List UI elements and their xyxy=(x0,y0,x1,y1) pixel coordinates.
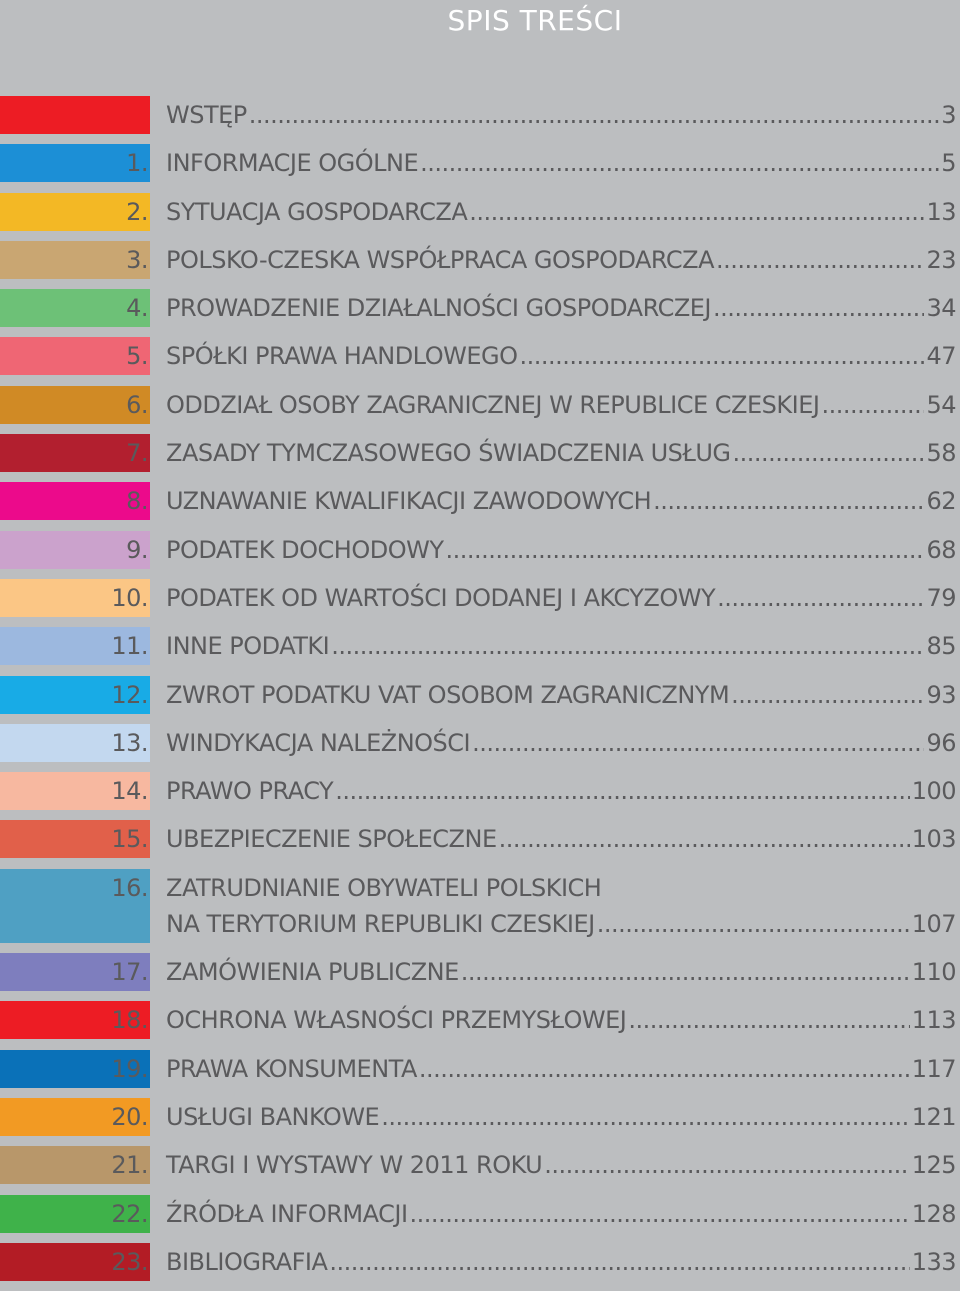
toc-line xyxy=(166,1243,956,1281)
toc-entry[interactable] xyxy=(0,820,960,858)
dot-leader xyxy=(716,241,924,279)
toc-entry[interactable] xyxy=(0,1243,960,1281)
toc-entry[interactable] xyxy=(0,1098,960,1136)
section-title: ZWROT PODATKU VAT OSOBOM ZAGRANICZNYM xyxy=(166,680,730,709)
page-number: 100 xyxy=(911,777,956,806)
section-number: 18. xyxy=(111,1006,148,1035)
section-title: PRAWO PRACY xyxy=(166,777,334,806)
toc-line xyxy=(166,289,956,327)
toc-line xyxy=(166,676,956,714)
section-title: PODATEK DOCHODOWY xyxy=(166,535,444,564)
section-number: 1. xyxy=(126,149,148,178)
toc-entry[interactable] xyxy=(0,772,960,810)
section-title: PODATEK OD WARTOŚCI DODANEJ I AKCYZOWY xyxy=(166,583,716,612)
section-number: 14. xyxy=(111,777,148,806)
toc-line xyxy=(166,386,956,424)
section-number: 15. xyxy=(111,825,148,854)
toc-entry[interactable] xyxy=(0,386,960,424)
page-number: 68 xyxy=(926,535,956,564)
toc-line xyxy=(166,1001,956,1039)
section-number: 23. xyxy=(111,1247,148,1276)
toc-entry[interactable] xyxy=(0,241,960,279)
page-number: 79 xyxy=(926,583,956,612)
section-number: 13. xyxy=(111,728,148,757)
page-number: 47 xyxy=(926,342,956,371)
table-of-contents xyxy=(0,96,960,1291)
toc-entry[interactable] xyxy=(0,676,960,714)
toc-entry[interactable] xyxy=(0,1146,960,1184)
page-number: 54 xyxy=(926,390,956,419)
section-number: 5. xyxy=(126,342,148,371)
dot-leader xyxy=(821,386,924,424)
dot-leader xyxy=(597,905,910,943)
toc-line xyxy=(166,627,956,665)
toc-entry[interactable] xyxy=(0,193,960,231)
toc-line xyxy=(166,1098,956,1136)
toc-line xyxy=(166,337,956,375)
toc-entry[interactable] xyxy=(0,953,960,991)
dot-leader xyxy=(717,579,924,617)
section-number: 12. xyxy=(111,680,148,709)
page-title: SPIS TREŚCI xyxy=(447,4,623,37)
toc-line xyxy=(166,193,956,231)
page-number: 121 xyxy=(911,1102,956,1131)
toc-entry[interactable] xyxy=(0,1050,960,1088)
section-number: 9. xyxy=(126,535,148,564)
toc-line xyxy=(166,724,956,762)
page-number: 128 xyxy=(911,1199,956,1228)
dot-leader xyxy=(331,627,924,665)
section-number: 11. xyxy=(111,632,148,661)
dot-leader xyxy=(381,1098,909,1136)
toc-entry[interactable] xyxy=(0,724,960,762)
section-number: 16. xyxy=(111,873,148,902)
section-title: WSTĘP xyxy=(166,101,247,129)
toc-line xyxy=(166,820,956,858)
section-number: 19. xyxy=(111,1054,148,1083)
dot-leader xyxy=(410,1195,910,1233)
page-number: 113 xyxy=(911,1006,956,1035)
page-number: 125 xyxy=(911,1151,956,1180)
page-number: 110 xyxy=(911,958,956,987)
dot-leader xyxy=(249,96,939,134)
toc-entry[interactable] xyxy=(0,337,960,375)
toc-line xyxy=(166,434,956,472)
section-title: PRAWA KONSUMENTA xyxy=(166,1054,417,1083)
toc-line xyxy=(166,579,956,617)
section-title: ZATRUDNIANIE OBYWATELI POLSKICH xyxy=(166,873,602,902)
toc-line xyxy=(166,772,956,810)
toc-entry[interactable] xyxy=(0,482,960,520)
section-title: ŹRÓDŁA INFORMACJI xyxy=(166,1199,408,1228)
section-number: 17. xyxy=(111,958,148,987)
toc-line xyxy=(166,241,956,279)
section-title: ODDZIAŁ OSOBY ZAGRANICZNEJ W REPUBLICE CZESKIEJ xyxy=(166,390,820,419)
dot-leader xyxy=(733,434,925,472)
section-title: BIBLIOGRAFIA xyxy=(166,1247,328,1276)
section-number: 8. xyxy=(126,487,148,516)
dot-leader xyxy=(472,724,924,762)
page-number: 5 xyxy=(941,149,956,178)
toc-line xyxy=(166,482,956,520)
section-number: 7. xyxy=(126,439,148,468)
dot-leader xyxy=(713,289,924,327)
section-title: PROWADZENIE DZIAŁALNOŚCI GOSPODARCZEJ xyxy=(166,294,712,323)
dot-leader xyxy=(519,337,924,375)
toc-line xyxy=(166,1050,956,1088)
toc-line xyxy=(166,96,956,134)
dot-leader xyxy=(335,772,909,810)
section-number: 6. xyxy=(126,390,148,419)
toc-line xyxy=(166,905,956,943)
dot-leader xyxy=(419,1050,910,1088)
section-number: 10. xyxy=(111,583,148,612)
section-number: 21. xyxy=(111,1151,148,1180)
toc-entry[interactable] xyxy=(0,1195,960,1233)
toc-line xyxy=(166,144,956,182)
toc-line xyxy=(166,1195,956,1233)
toc-entry[interactable] xyxy=(0,869,960,943)
section-title: NA TERYTORIUM REPUBLIKI CZESKIEJ xyxy=(166,909,595,938)
section-number: 4. xyxy=(126,294,148,323)
section-title: TARGI I WYSTAWY W 2011 ROKU xyxy=(166,1151,543,1180)
section-title: SPÓŁKI PRAWA HANDLOWEGO xyxy=(166,342,518,371)
page-number: 13 xyxy=(926,197,956,226)
dot-leader xyxy=(461,953,910,991)
page-number: 23 xyxy=(926,245,956,274)
toc-entry[interactable] xyxy=(0,434,960,472)
section-title: POLSKO-CZESKA WSPÓŁPRACA GOSPODARCZA xyxy=(166,245,715,274)
dot-leader xyxy=(469,193,924,231)
toc-entry[interactable] xyxy=(0,627,960,665)
toc-entry[interactable] xyxy=(0,531,960,569)
dot-leader xyxy=(420,144,939,182)
section-title: UZNAWANIE KWALIFIKACJI ZAWODOWYCH xyxy=(166,487,652,516)
section-title: USŁUGI BANKOWE xyxy=(166,1102,380,1131)
section-title: SYTUACJA GOSPODARCZA xyxy=(166,197,468,226)
toc-entry[interactable] xyxy=(0,96,960,134)
dot-leader xyxy=(653,482,924,520)
page-number: 58 xyxy=(926,439,956,468)
section-number: 20. xyxy=(111,1102,148,1131)
dot-leader xyxy=(544,1146,909,1184)
page-number: 117 xyxy=(911,1054,956,1083)
section-title: UBEZPIECZENIE SPOŁECZNE xyxy=(166,825,497,854)
toc-line xyxy=(166,531,956,569)
section-title: INNE PODATKI xyxy=(166,632,330,661)
page-number: 3 xyxy=(941,101,956,129)
section-title: OCHRONA WŁASNOŚCI PRZEMYSŁOWEJ xyxy=(166,1006,627,1035)
page-number: 103 xyxy=(911,825,956,854)
dot-leader xyxy=(329,1243,909,1281)
page-number: 93 xyxy=(926,680,956,709)
dot-leader xyxy=(731,676,924,714)
toc-line xyxy=(166,1146,956,1184)
toc-line xyxy=(166,869,956,907)
section-number xyxy=(0,96,148,134)
section-title: ZASADY TYMCZASOWEGO ŚWIADCZENIA USŁUG xyxy=(166,439,731,468)
section-number: 2. xyxy=(126,197,148,226)
section-title: ZAMÓWIENIA PUBLICZNE xyxy=(166,958,459,987)
toc-entry[interactable] xyxy=(0,579,960,617)
dot-leader xyxy=(446,531,925,569)
page-number: 133 xyxy=(911,1247,956,1276)
toc-entry[interactable] xyxy=(0,289,960,327)
page-number: 85 xyxy=(926,632,956,661)
page-number: 107 xyxy=(911,909,956,938)
toc-entry[interactable] xyxy=(0,144,960,182)
section-number: 22. xyxy=(111,1199,148,1228)
section-title: INFORMACJE OGÓLNE xyxy=(166,149,419,178)
page-number: 34 xyxy=(926,294,956,323)
toc-entry[interactable] xyxy=(0,1001,960,1039)
page-number: 62 xyxy=(926,487,956,516)
section-number: 3. xyxy=(126,245,148,274)
dot-leader xyxy=(628,1001,909,1039)
page-number: 96 xyxy=(926,728,956,757)
section-title: WINDYKACJA NALEŻNOŚCI xyxy=(166,728,471,757)
dot-leader xyxy=(499,820,910,858)
toc-line xyxy=(166,953,956,991)
